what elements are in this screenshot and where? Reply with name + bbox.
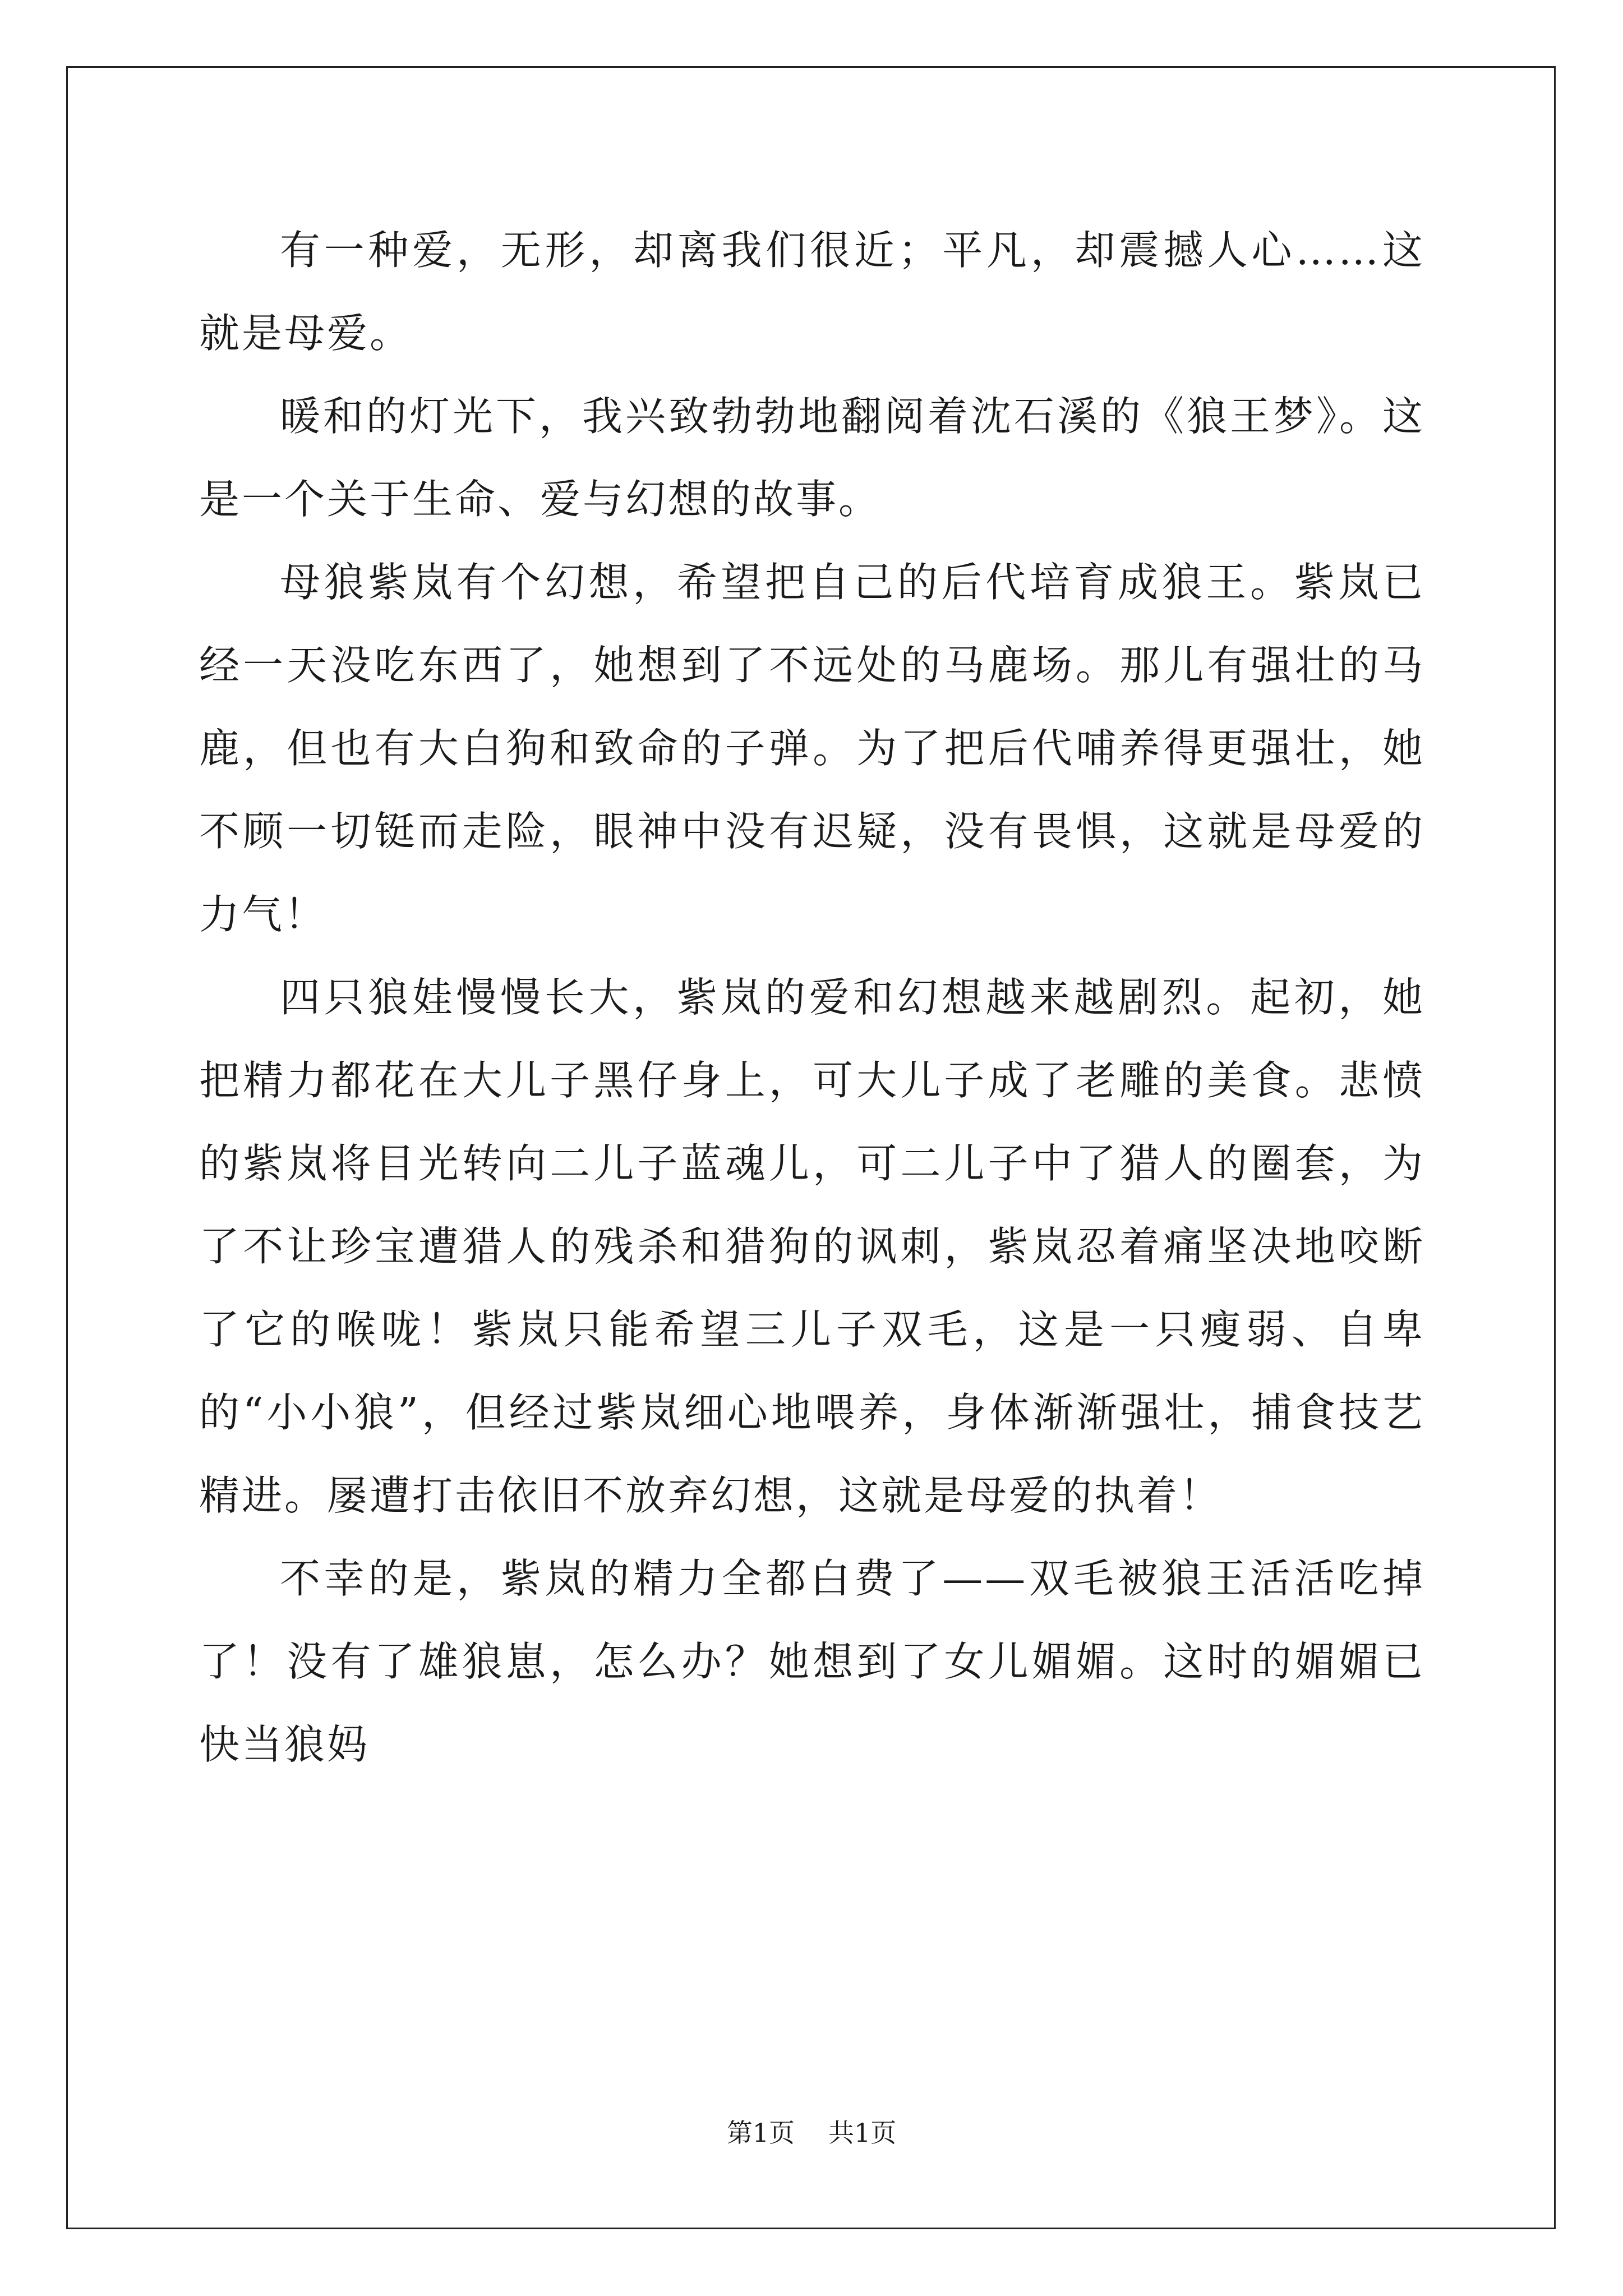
paragraph-1: 有一种爱，无形，却离我们很近；平凡，却震撼人心……这就是母爱。 <box>199 227 1425 357</box>
page-footer <box>0 2113 1623 2150</box>
paragraph-3: 母狼紫岚有个幻想，希望把自己的后代培育成狼王。紫岚已经一天没吃东西了，她想到了不远处的马鹿场。那儿有强壮的马鹿，但也有大白狗和致命的子弹。为了把后代哺养得更强壮，她不顾一切铤而走险，眼神中没有迟疑，没有畏惧，这就是母爱的力气！ <box>199 559 1425 938</box>
page-number: 第1页 <box>726 2118 795 2148</box>
document-body <box>199 209 1425 1786</box>
paragraph-4: 四只狼娃慢慢长大，紫岚的爱和幻想越来越剧烈。起初，她把精力都花在大儿子黑仔身上，可大儿子成了老雕的美食。悲愤的紫岚将目光转向二儿子蓝魂儿，可二儿子中了猎人的圈套，为了不让珍宝遭猎人的残杀和猎狗的讽刺，紫岚忍着痛坚决地咬断了它的喉咙！紫岚只能希望三儿子双毛，这是一只瘦弱、自卑的“小小狼”，但经过紫岚细心地喂养，身体渐渐强壮，捕食技艺精进。屡遭打击依旧不放弃幻想，这就是母爱的执着！ <box>199 974 1425 1519</box>
paragraph-5: 不幸的是，紫岚的精力全都白费了——双毛被狼王活活吃掉了！没有了雄狼崽，怎么办？她想到了女儿媚媚。这时的媚媚已快当狼妈 <box>199 1555 1425 1768</box>
page-total: 共1页 <box>828 2118 897 2148</box>
paragraph-2: 暖和的灯光下，我兴致勃勃地翻阅着沈石溪的《狼王梦》。这是一个关于生命、爱与幻想的故事。 <box>199 393 1425 523</box>
